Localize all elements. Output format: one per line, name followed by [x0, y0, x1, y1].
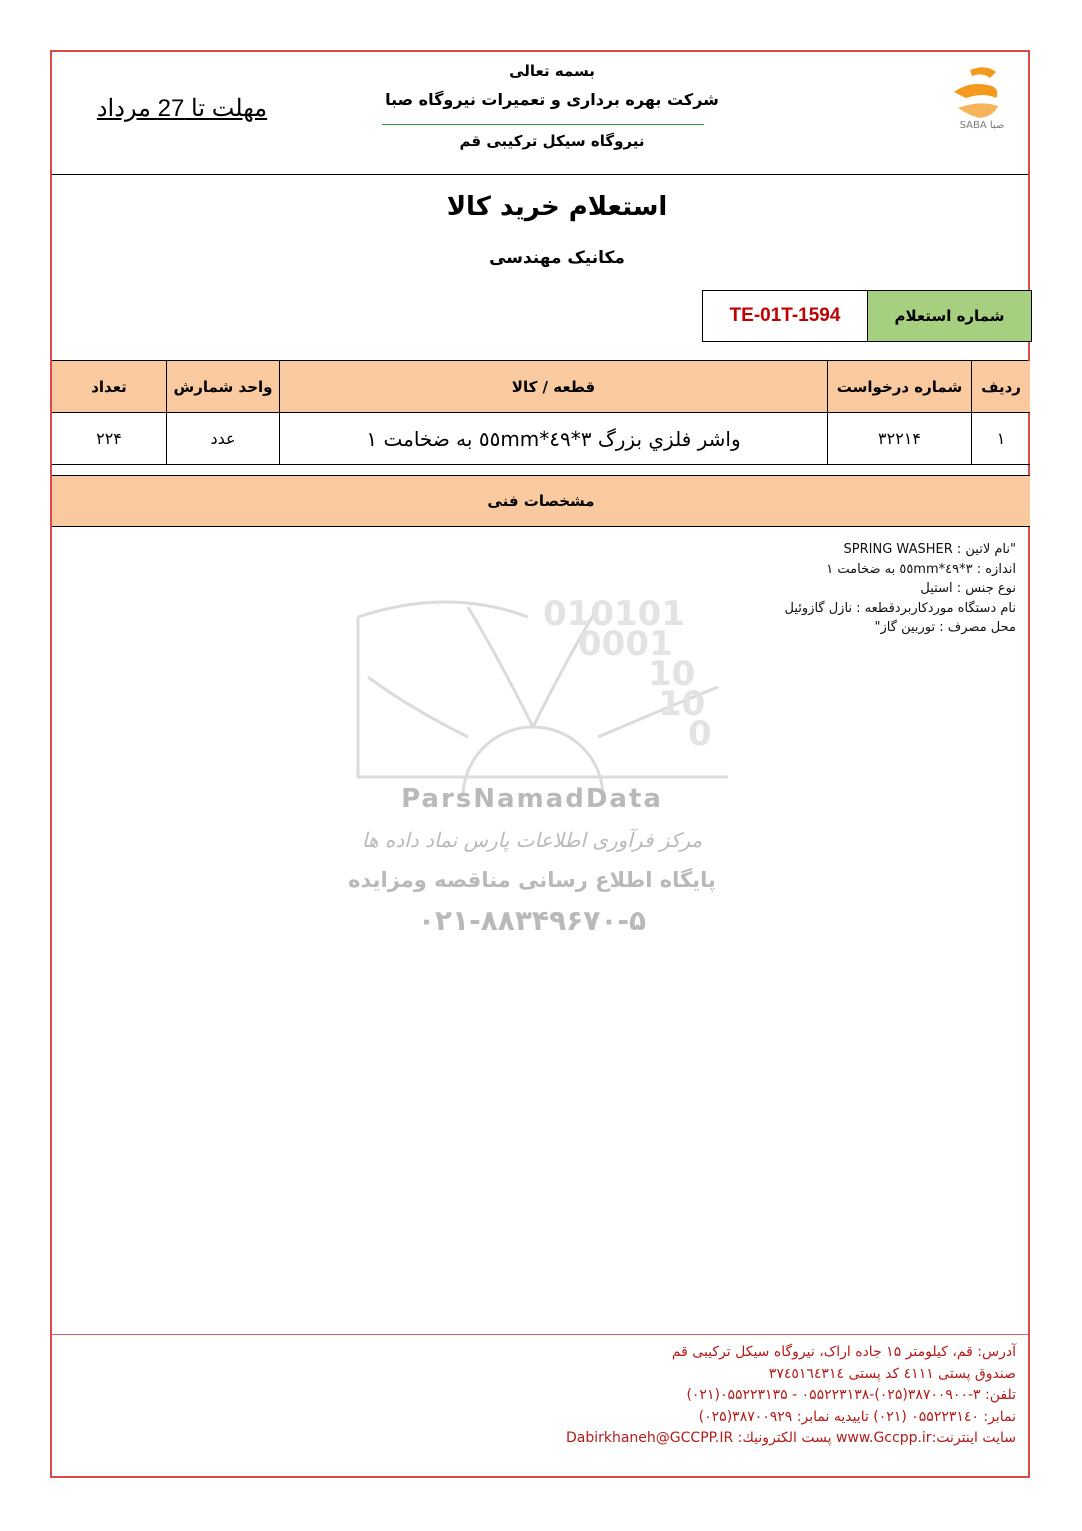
- footer-line: سایت اینترنت:www.Gccpp.ir پست الکترونیك: Dabirkhaneh@GCCPP.IR: [565, 1430, 1016, 1446]
- company-name: شرکت بهره برداری و تعمیرات نیروگاه صبا: [385, 90, 719, 109]
- document-frame: [50, 50, 1030, 1478]
- col-header-row: ردیف: [972, 361, 1030, 413]
- watermark-phone: ۰۲۱-۸۸۳۴۹۶۷۰-۵: [417, 904, 647, 937]
- logo-text: SABA صبا: [959, 120, 1005, 131]
- inquiry-number-box: [702, 290, 868, 342]
- cell-row: ۱: [972, 413, 1030, 465]
- cell-unit: عدد: [167, 413, 280, 465]
- saba-logo-icon: [940, 62, 1020, 142]
- col-header-qty: تعداد: [52, 361, 167, 413]
- col-header-item: قطعه / کالا: [280, 361, 828, 413]
- plant-name: نیروگاه سیکل ترکیبی قم: [459, 132, 645, 150]
- watermark-line1: مرکز فرآوری اطلاعات پارس نماد داده ها: [361, 828, 703, 852]
- spec-line: "نام لاتین : SPRING WASHER: [843, 542, 1016, 557]
- col-header-request: شماره درخواست: [828, 361, 972, 413]
- watermark-binary: 10: [648, 654, 696, 694]
- specs-title: مشخصات فنی: [52, 475, 1030, 527]
- spec-line: اندازه : ۳*٤۹*٥٥mm به ضخامت ۱: [826, 561, 1016, 577]
- cell-item: واشر فلزي بزرگ ۳*٤۹*٥٥mm به ضخامت ۱: [280, 413, 828, 465]
- spec-line: محل مصرف : توربین گاز": [874, 620, 1016, 635]
- footer-line: صندوق پستی ٤۱۱۱ کد پستی ۳۷٤٥۱٦٤۳۱٤: [768, 1365, 1016, 1382]
- footer-line: نمابر: ۰۵۵۲۲۳۱٤۰ (۰۲۱) تاییدیه نمابر: ۳۸۷۰۰۹۲۹(۰۲۵): [698, 1408, 1016, 1425]
- watermark-binary: 0: [688, 714, 712, 754]
- footer-line: آدرس: قم، کیلومتر ۱۵ جاده اراک، نیروگاه سیکل ترکیبی قم: [671, 1344, 1016, 1360]
- watermark-binary: 10: [658, 684, 706, 724]
- col-header-unit: واحد شمارش: [167, 361, 280, 413]
- cell-request: ۳۲۲۱۴: [828, 413, 972, 465]
- cell-qty: ۲۲۴: [52, 413, 167, 465]
- spec-line: نوع جنس : استیل: [920, 581, 1016, 596]
- header-divider: [382, 124, 704, 125]
- footer-separator: [52, 1334, 1028, 1335]
- watermark-brand: ParsNamadData: [401, 784, 663, 814]
- spec-line: نام دستگاه موردکاربردقطعه : نازل گازوئیل: [784, 600, 1016, 616]
- watermark-binary: 010101: [543, 597, 685, 634]
- department: مکانیک مهندسی: [489, 248, 625, 268]
- watermark-binary: 0001: [578, 624, 673, 664]
- invocation: بسمه تعالی: [509, 62, 595, 80]
- inquiry-number: TE-01T-1594: [729, 305, 841, 326]
- watermark-line2: پایگاه اطلاع رسانی مناقصه ومزایده: [348, 868, 716, 892]
- inquiry-label: شماره استعلام: [867, 290, 1032, 342]
- deadline: مهلت تا 27 مرداد: [96, 95, 268, 122]
- footer-line: تلفن: ۳-۳۸۷۰۰۹۰۰(۰۲۵)-۰۵۵۲۲۳۱۳۸ - ۰۵۵۲۲۳۱۳۵(۰۲۱): [686, 1387, 1016, 1403]
- header-separator: [52, 174, 1028, 175]
- page-title: استعلام خرید کالا: [446, 192, 668, 222]
- footer-address: [376, 1342, 1016, 1450]
